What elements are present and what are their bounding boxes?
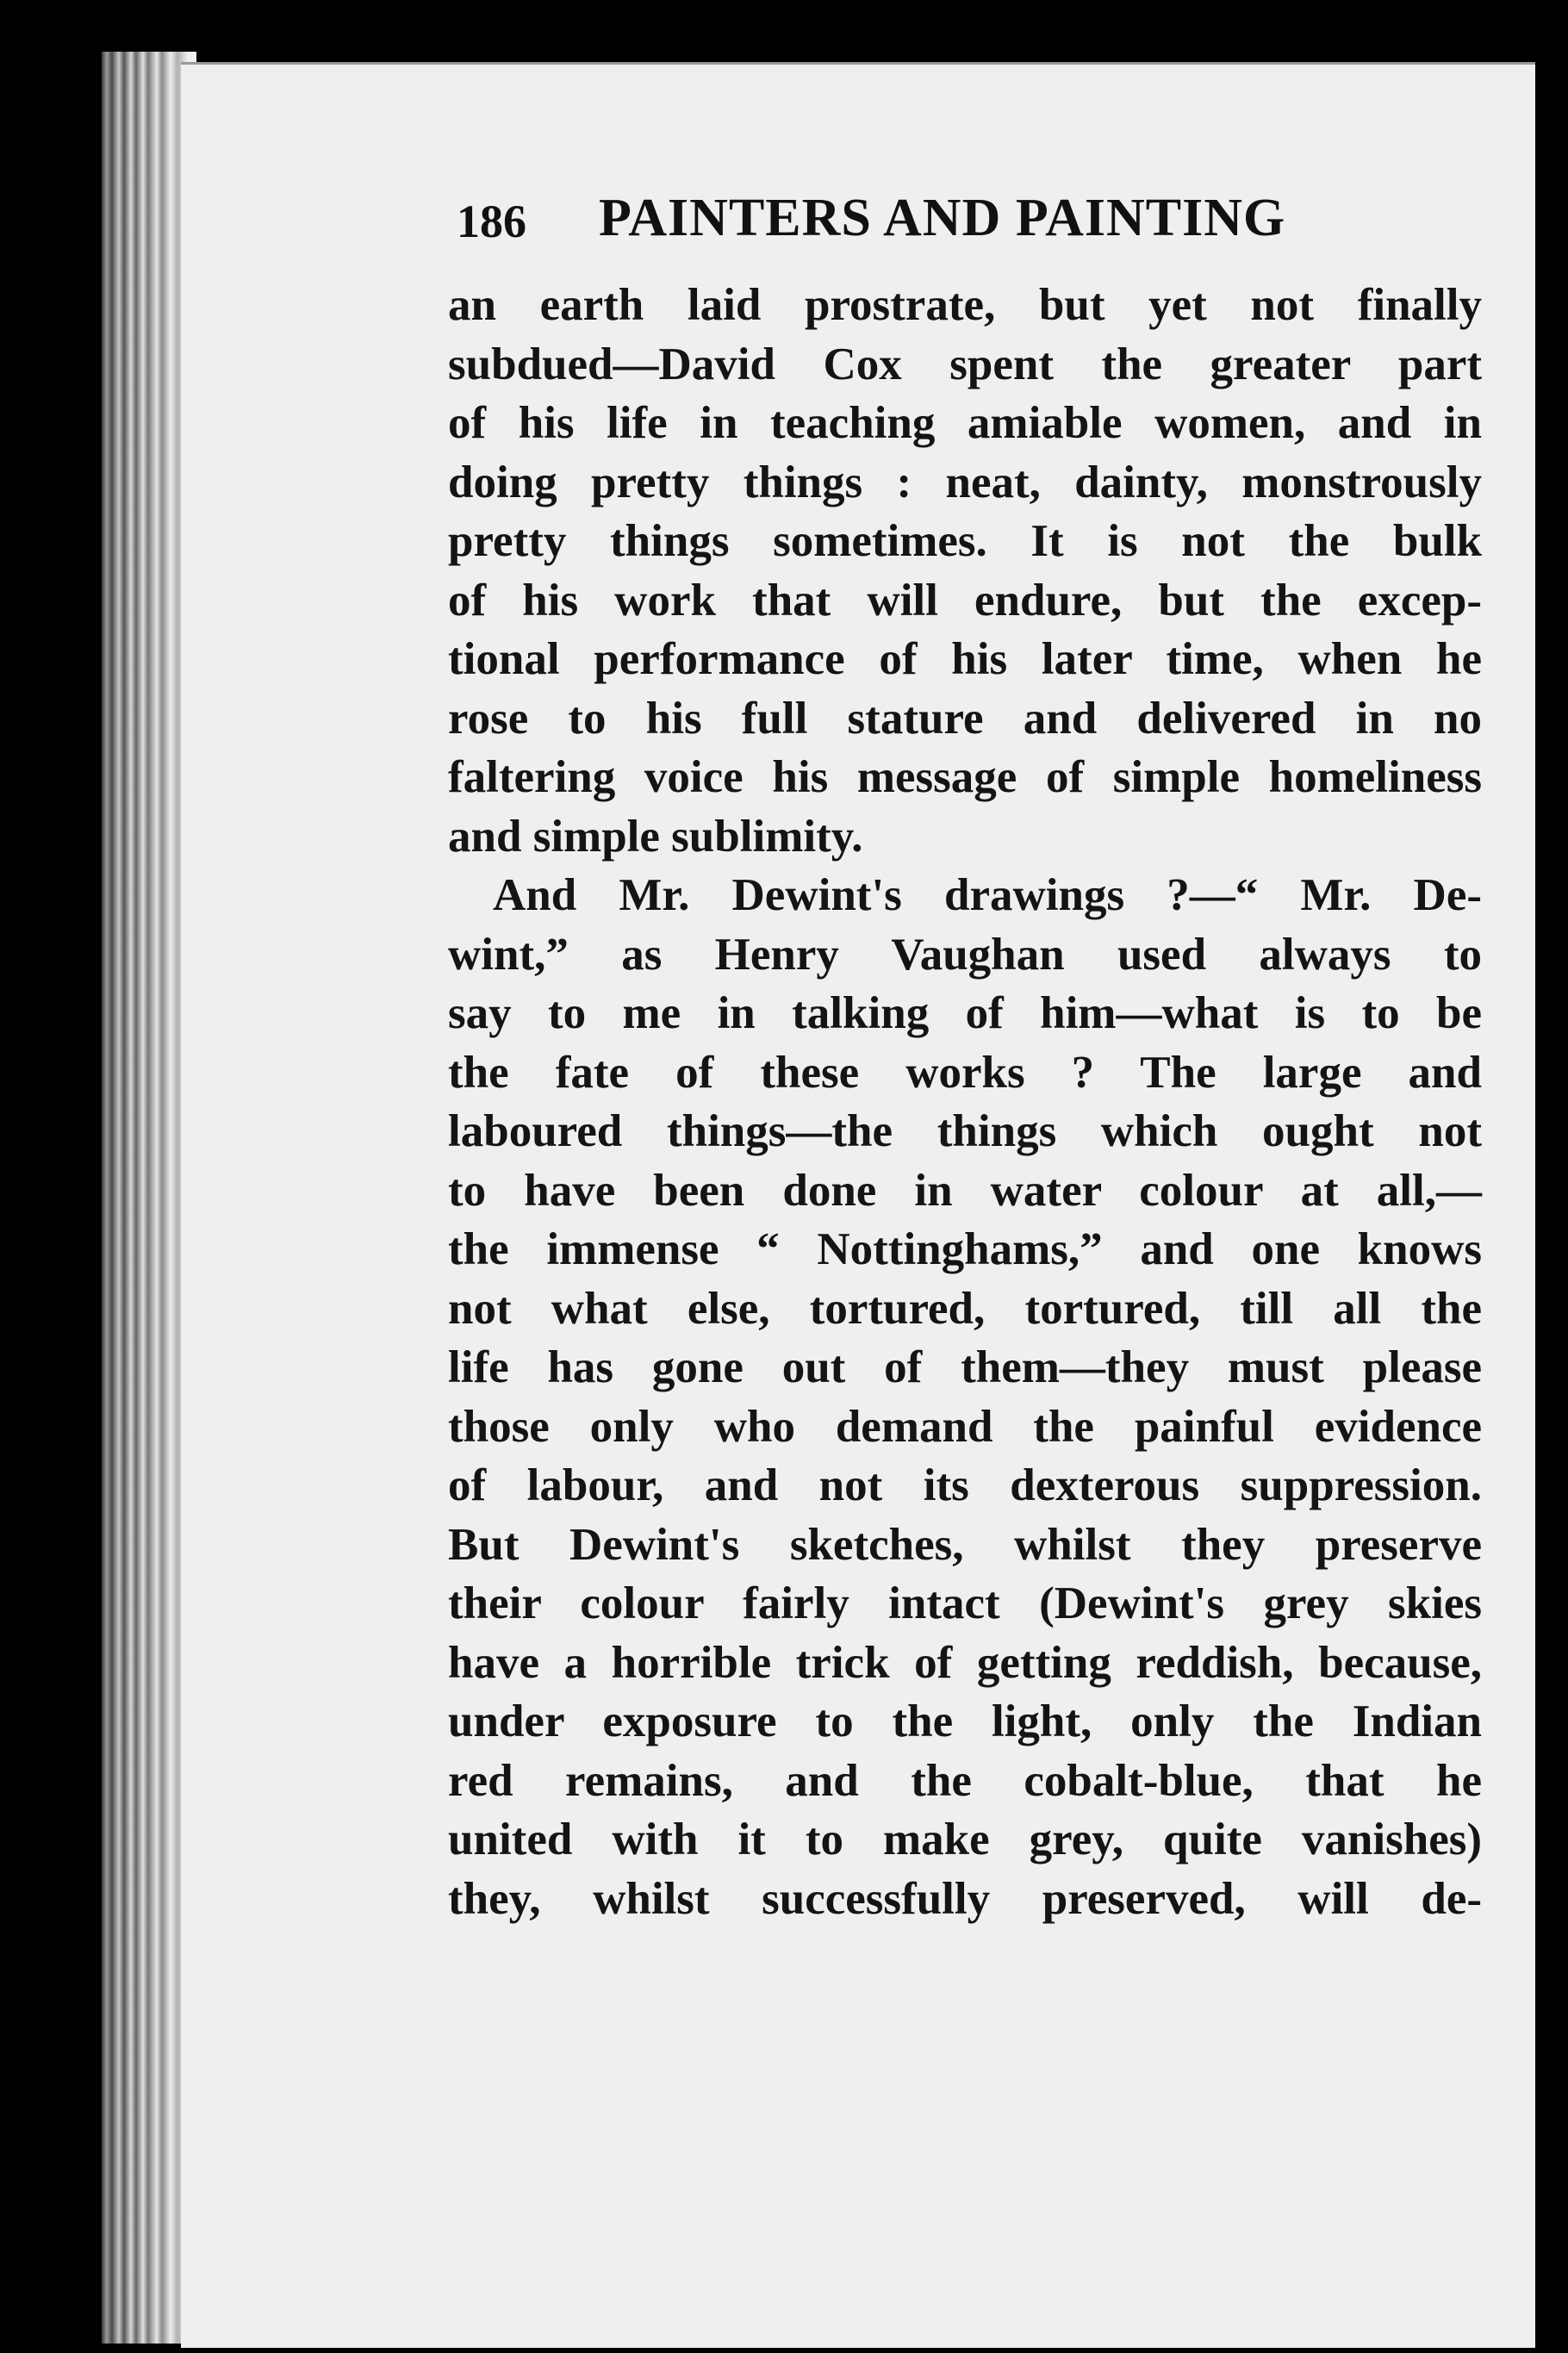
text-line: their colour fairly intact (Dewint's grey skies	[448, 1578, 1482, 1628]
text-line: under exposure to the light, only the Indian	[448, 1696, 1482, 1746]
text-line: And Mr. Dewint's drawings ?—“ Mr. De-	[493, 870, 1482, 920]
text-line: united with it to make grey, quite vanishes)	[448, 1815, 1482, 1864]
text-line: the immense “ Nottinghams,” and one knows	[448, 1224, 1482, 1274]
text-line: those only who demand the painful evidence	[448, 1401, 1482, 1452]
running-head	[267, 188, 1344, 265]
text-line: of his life in teaching amiable women, and in	[448, 398, 1482, 448]
text-line: rose to his full stature and delivered in no	[448, 693, 1482, 744]
text-line: say to me in talking of him—what is to be	[448, 988, 1482, 1038]
text-line: pretty things sometimes. It is not the bulk	[448, 516, 1482, 566]
text-line: wint,” as Henry Vaughan used always to	[448, 929, 1482, 980]
text-line: not what else, tortured, tortured, till all the	[448, 1283, 1482, 1334]
text-line: of labour, and not its dexterous suppression.	[448, 1460, 1482, 1510]
body-text	[448, 276, 1482, 1928]
text-line: subdued—David Cox spent the greater part	[448, 339, 1482, 389]
text-line: an earth laid prostrate, but yet not finally	[448, 280, 1482, 330]
page-number: 186	[457, 196, 526, 247]
text-line: laboured things—the things which ought not	[448, 1106, 1482, 1156]
text-line: tional performance of his later time, when he	[448, 634, 1482, 684]
running-title: PAINTERS AND PAINTING	[599, 189, 1286, 247]
text-line: But Dewint's sketches, whilst they preserve	[448, 1519, 1482, 1570]
text-line: red remains, and the cobalt-blue, that he	[448, 1755, 1482, 1806]
text-line: the fate of these works ? The large and	[448, 1047, 1482, 1098]
text-line: doing pretty things : neat, dainty, monstrously	[448, 457, 1482, 507]
text-line: and simple sublimity.	[448, 811, 863, 862]
text-line: they, whilst successfully preserved, will de-	[448, 1873, 1482, 1924]
text-line: of his work that will endure, but the excep-	[448, 575, 1482, 626]
text-line: life has gone out of them—they must please	[448, 1342, 1482, 1392]
text-line: have a horrible trick of getting reddish, because,	[448, 1637, 1482, 1688]
text-line: to have been done in water colour at all,—	[448, 1165, 1482, 1216]
text-line: faltering voice his message of simple homeliness	[448, 752, 1482, 802]
